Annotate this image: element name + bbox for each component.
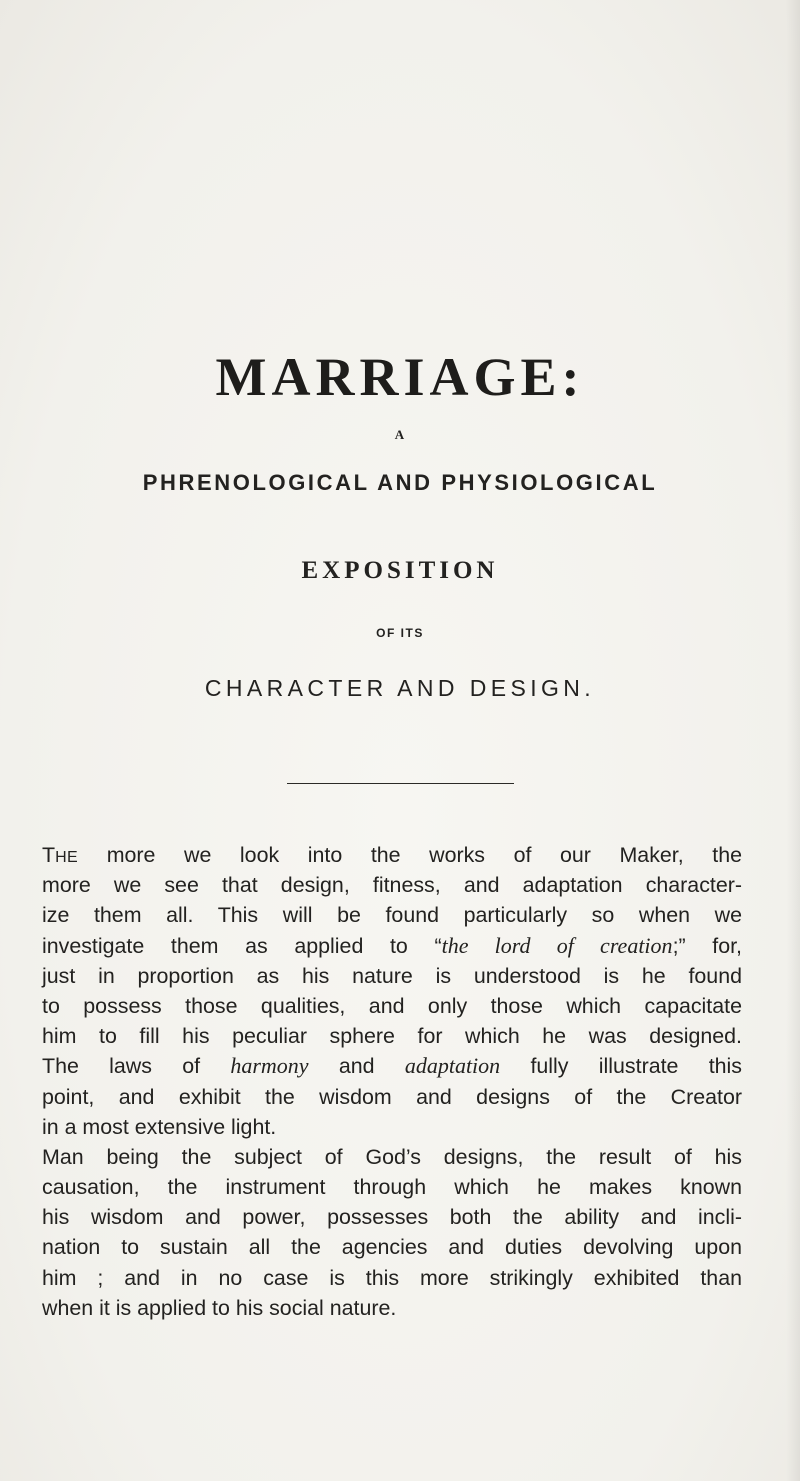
paragraph-3-line-3: his wisdom and power, possesses both the ability and incli- xyxy=(42,1205,742,1230)
title-of-its: OF ITS xyxy=(376,626,424,640)
small-caps-initial: T xyxy=(42,843,56,867)
subtitle-phrenological-physiological: PHRENOLOGICAL AND PHYSIOLOGICAL xyxy=(142,470,658,495)
paragraph-2-line-3: in a most extensive light. xyxy=(42,1114,277,1139)
paragraph-1-line-1: THE more we look into the works of our Maker, the xyxy=(42,843,742,867)
title-exposition: EXPOSITION xyxy=(301,557,499,584)
italic-word-harmony: harmony xyxy=(230,1053,309,1079)
paragraph-3-line-6: when it is applied to his social nature. xyxy=(42,1295,397,1320)
title-article: A xyxy=(394,427,406,442)
body-text xyxy=(42,840,742,1323)
italic-word-adaptation: adaptation xyxy=(404,1053,501,1079)
paragraph-1-line-6: to possess those qualities, and only those which capacitate xyxy=(42,993,742,1018)
paragraph-3-line-4: nation to sustain all the agencies and duties devolving upon xyxy=(42,1235,742,1260)
paragraph-1-line-3: ize them all. This will be found particularly so when we xyxy=(42,903,742,928)
paragraph-1-line-5: just in proportion as his nature is understood is he found xyxy=(42,963,742,988)
paragraph-3-line-1: Man being the subject of God’s designs, the result of his xyxy=(42,1144,742,1169)
italic-phrase-lord-of-creation: the lord of creation xyxy=(441,932,673,958)
paragraph-2-line-2: point, and exhibit the wisdom and designs of the Creator xyxy=(42,1084,742,1109)
small-caps-rest: HE xyxy=(55,849,79,866)
title-marriage: MARRIAGE: xyxy=(215,347,585,407)
paragraph-1-line-7: him to fill his peculiar sphere for which he was designed. xyxy=(42,1024,742,1049)
page-edge-shadow xyxy=(786,0,800,1481)
paragraph-2-line-1: The laws of harmony and adaptation fully illustrate this xyxy=(42,1053,742,1079)
paragraph-1-line-4: investigate them as applied to “the lord of creation;” for, xyxy=(42,932,742,958)
horizontal-rule-divider xyxy=(287,783,514,784)
paragraph-3-line-5: him ; and in no case is this more strikingly exhibited than xyxy=(42,1265,742,1290)
paragraph-1-line-2: more we see that design, fitness, and adaptation character- xyxy=(42,873,742,898)
paragraph-3-line-2: causation, the instrument through which he makes known xyxy=(42,1175,742,1200)
title-character-and-design: CHARACTER AND DESIGN. xyxy=(204,675,596,701)
